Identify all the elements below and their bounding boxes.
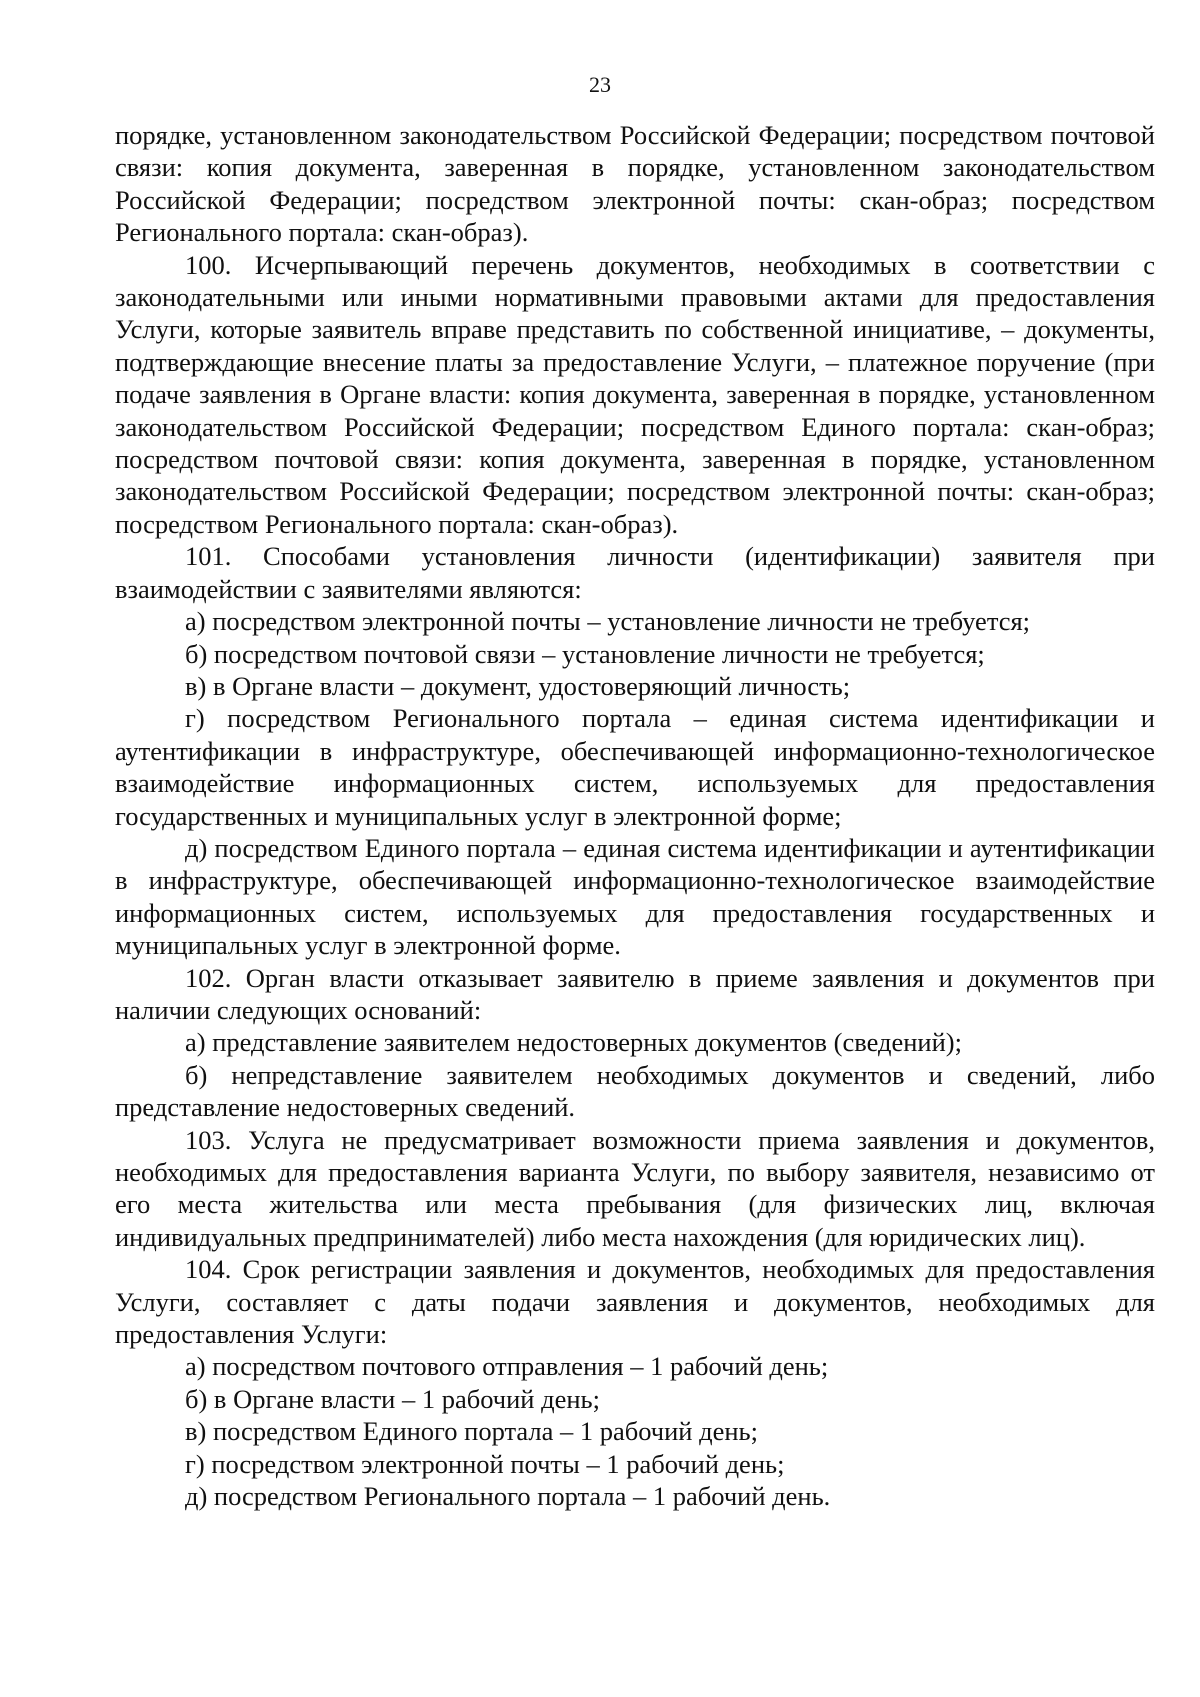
paragraph-104-d: д) посредством Регионального портала – 1 рабочий день. (185, 1481, 831, 1512)
paragraph-101-a: а) посредством электронной почты – установление личности не требуется; (185, 606, 1031, 637)
paragraph-101-b: б) посредством почтовой связи – установление личности не требуется; (185, 638, 985, 669)
paragraph-102-a: а) представление заявителем недостоверных документов (сведений); (185, 1027, 962, 1058)
paragraph-continuation: порядке, установленном законодательством Российской Федерации; посредством почтовой связи: копия документа, заверенная в порядке, установленном законодательством Российской Федерации; посредством электронной почты: скан-образ; посредством Регионального портала: скан-образ). (115, 120, 1155, 248)
paragraph-101-g: г) посредством Регионального портала – единая система идентификации и аутентификации в инфраструктуре, обеспечивающей информационно-технологическое взаимодействие информационных систем, используемых для предоставления государственных и муниципальных услуг в электронной форме; (115, 703, 1155, 831)
paragraph-101-v: в) в Органе власти – документ, удостоверяющий личность; (185, 670, 851, 701)
paragraph-103: 103. Услуга не предусматривает возможности приема заявления и документов, необходимых для предоставления варианта Услуги, по выбору заявителя, независимо от его места жительства или места пребывания (для физических лиц, включая индивидуальных предпринимателей) либо места нахождения (для юридических лиц). (115, 1124, 1155, 1252)
paragraph-100: 100. Исчерпывающий перечень документов, необходимых в соответствии с законодательными или иными нормативными правовыми актами для предоставления Услуги, которые заявитель вправе представить по собственной инициативе, – документы, подтверждающие внесение платы за предоставление Услуги, – платежное поручение (при подаче заявления в Органе власти: копия документа, заверенная в порядке, установленном законодательством Российской Федерации; посредством Единого портала: скан-образ; посредством почтовой связи: копия документа, заверенная в порядке, установленном законодательством Российской Федерации; посредством электронной почты: скан-образ; посредством Регионального портала: скан-образ). (115, 249, 1155, 539)
paragraph-102: 102. Орган власти отказывает заявителю в приеме заявления и документов при наличии следующих оснований: (115, 962, 1155, 1025)
document-body (115, 119, 1155, 1512)
paragraph-101-d: д) посредством Единого портала – единая система идентификации и аутентификации в инфраструктуре, обеспечивающей информационно-технологическое взаимодействие информационных систем, используемых для предоставления государственных и муниципальных услуг в электронной форме. (115, 832, 1155, 961)
paragraph-102-b: б) непредставление заявителем необходимых документов и сведений, либо представление недостоверных сведений. (115, 1059, 1155, 1123)
paragraph-104-a: а) посредством почтового отправления – 1 рабочий день; (185, 1351, 829, 1382)
paragraph-101: 101. Способами установления личности (идентификации) заявителя при взаимодействии с заявителями являются: (115, 541, 1155, 604)
paragraph-104-g: г) посредством электронной почты – 1 рабочий день; (185, 1448, 785, 1479)
paragraph-104-b: б) в Органе власти – 1 рабочий день; (185, 1383, 600, 1414)
page-number: 23 (589, 72, 611, 97)
paragraph-104: 104. Срок регистрации заявления и документов, необходимых для предоставления Услуги, составляет с даты подачи заявления и документов, необходимых для предоставления Услуги: (115, 1254, 1155, 1350)
paragraph-104-v: в) посредством Единого портала – 1 рабочий день; (185, 1416, 758, 1447)
